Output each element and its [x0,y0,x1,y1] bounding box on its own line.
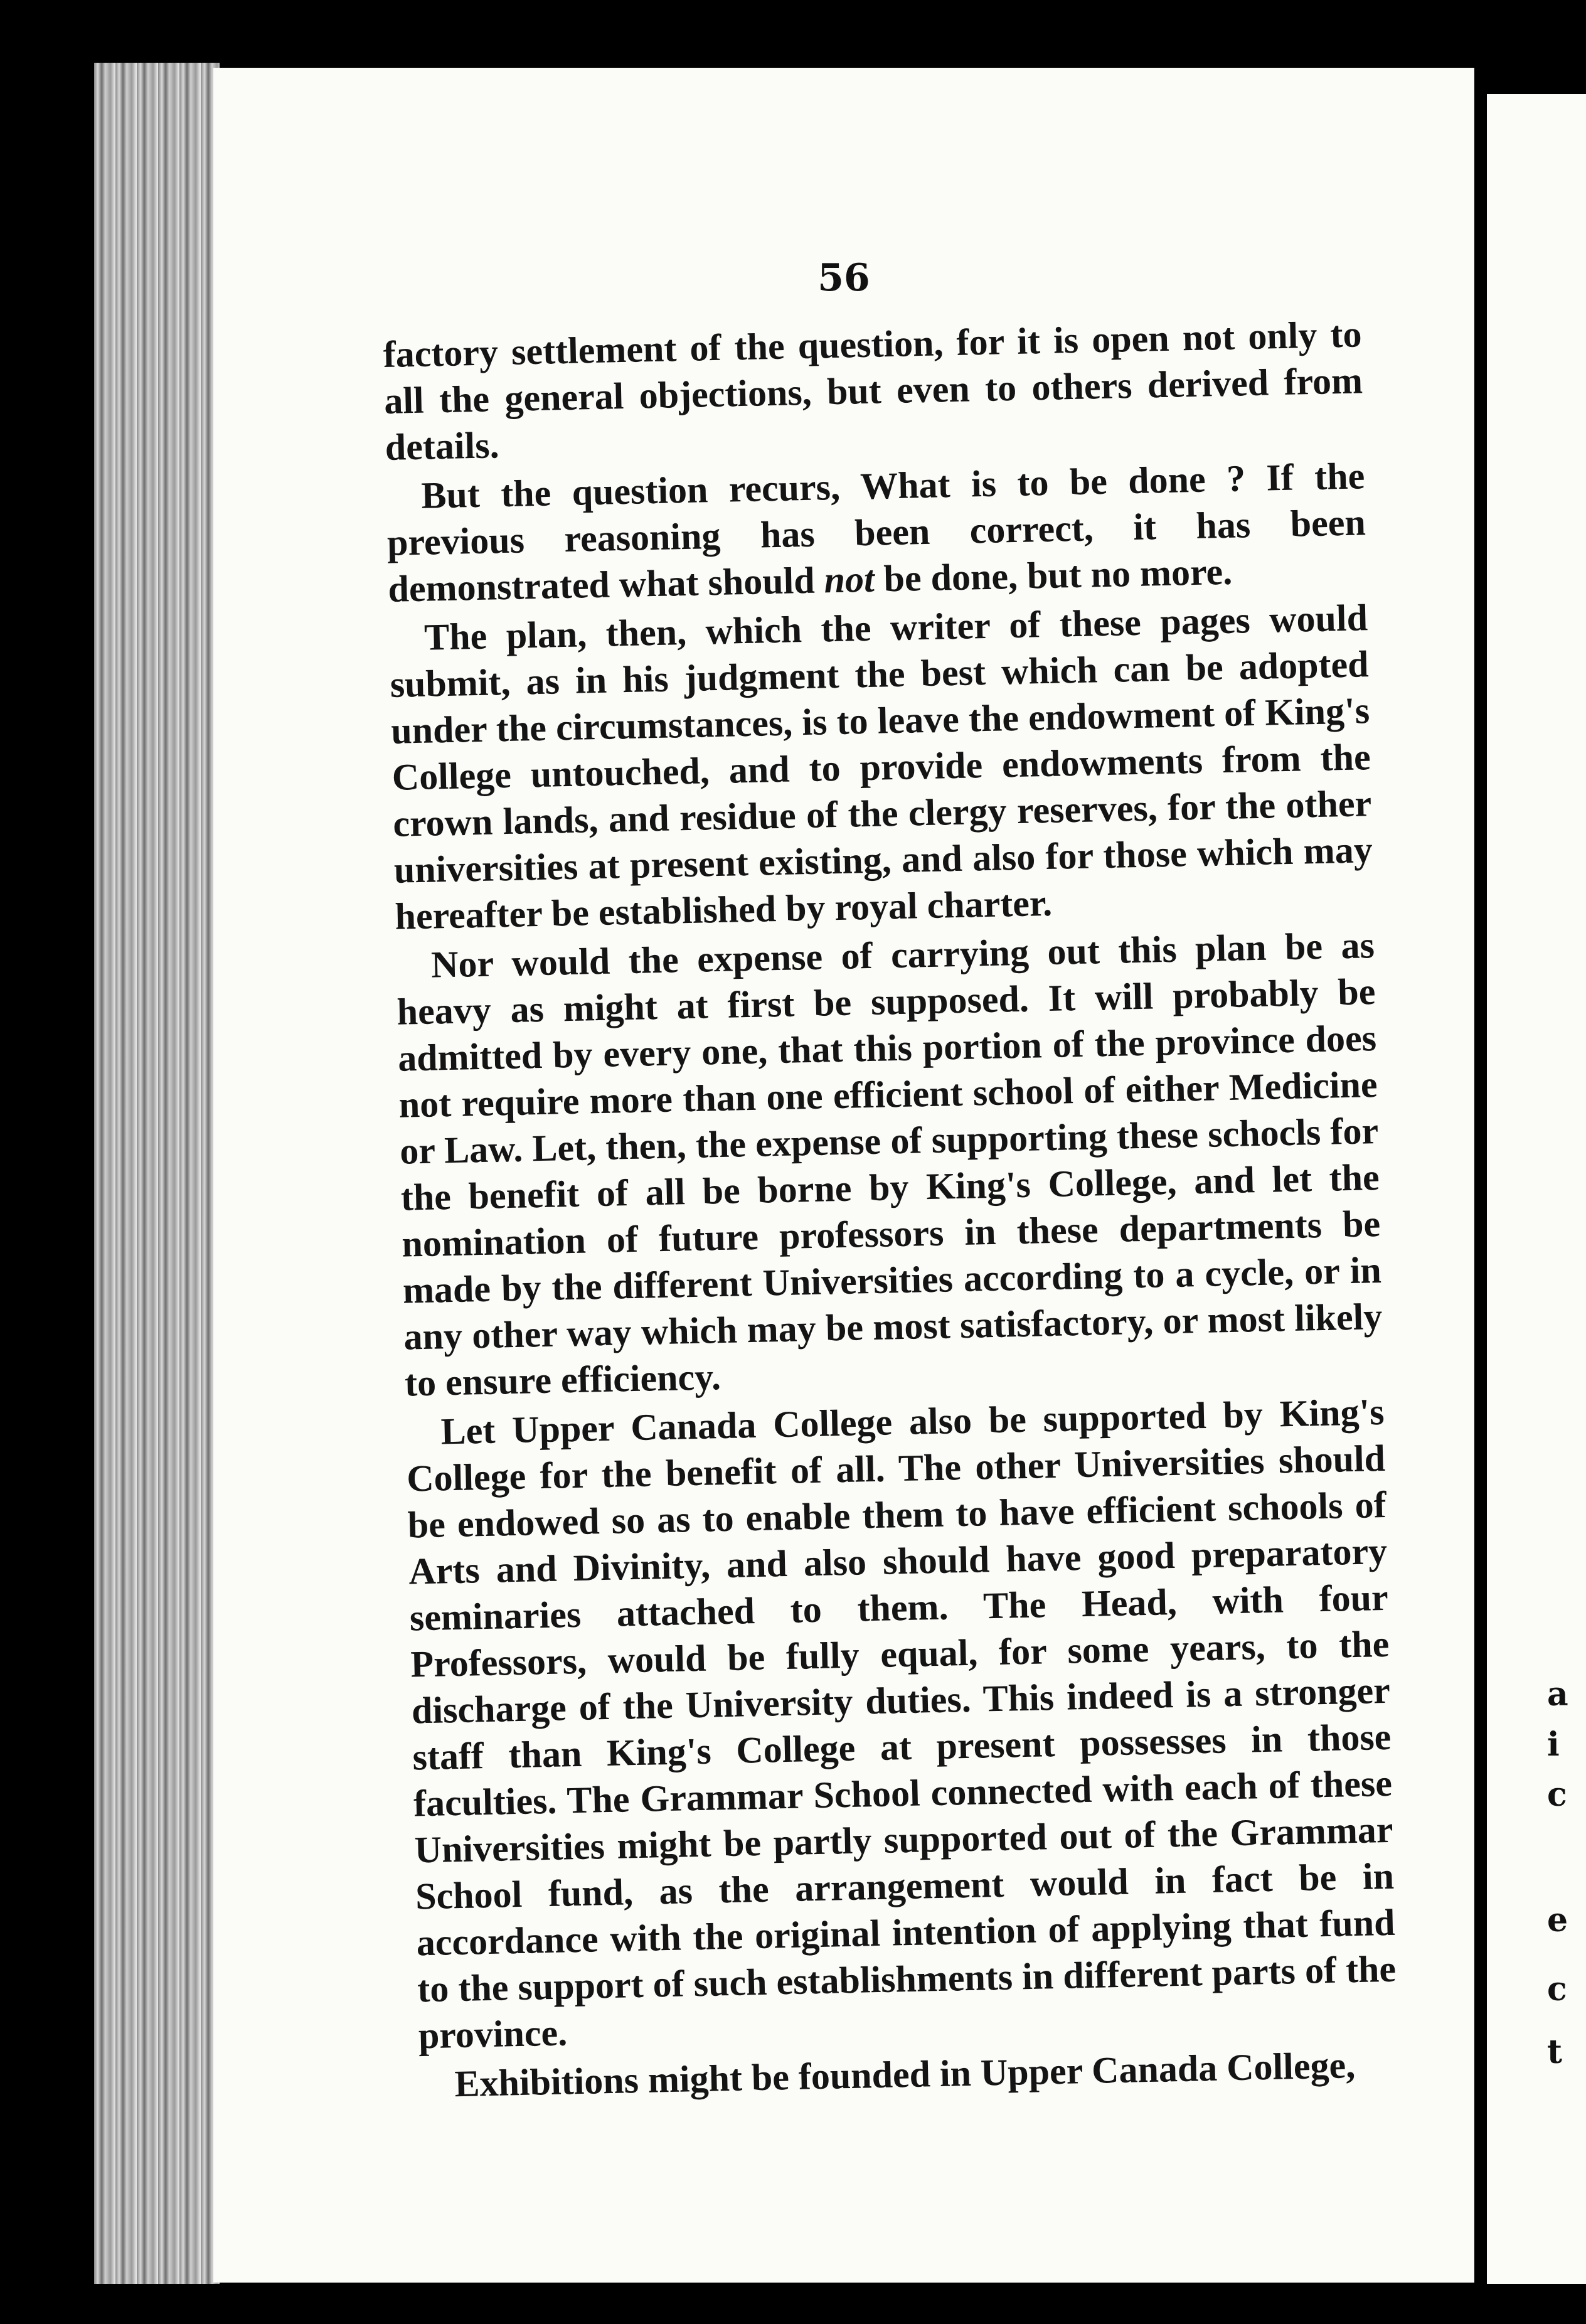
facing-page-fragment: t [1547,2033,1563,2071]
page-number: 56 [817,256,870,300]
paragraph-text: The plan, then, which the writer of these pages would submit, as in his judgment the best which can be adopted under the circumstances, is to leave the endowment of King's College untouched, and to provide endowments from the crown lands, and residue of the clergy reserves, for the other universities at present existing, and also for those which may hereafter be established by royal charter. [390,597,1373,937]
emphasis-not: not [823,558,875,601]
paragraph-text-before: But the question recurs, What is to be done ? If the previous reasoning has been correct, it has been demonstrated what should [386,455,1366,610]
book-page [213,68,1474,2283]
paragraph-4 [395,922,1383,1407]
facing-page-fragment: c [1547,1970,1567,2008]
paragraph-2 [386,452,1367,612]
paragraph-text: Nor would the expense of carrying out this plan be as heavy as might at first be supposed. It will probably be admitted by every one, that this portion of the province does not require more than one efficient school of either Medicine or Law. Let, then, the expense of supporting these schocls for the benefit of all be borne by King's College, and let the nomination of future professors in these departments be made by the different Universities according to a cycle, or in any other way which may be most satisfactory, or most likely to ensure efficiency. [396,924,1383,1404]
facing-page-fragment: a [1547,1675,1568,1714]
paragraph-text: Let Upper Canada College also be supported by King's College for the benefit of all. The other Universities should be endowed so as to enable them to have efficient schools of Arts and Divinity, and also should have good preparatory seminaries attached to them. The Head, with four Professors, would be fully equal, for some years, to the discharge of the University duties. This indeed is a stronger staff than King's College at present possesses in those faculties. The Grammar School connected with each of these Universities might be partly supported out of the Grammar School fund, as the arrangement would in fact be in accordance with the original intention of applying that fund to the support of such establishments in different parts of the province. [406,1390,1397,2057]
facing-page-fragment: i [1547,1725,1560,1764]
facing-page-fragment: e [1547,1901,1568,1939]
body-text [383,311,1398,2110]
facing-page-edge [1487,94,1586,2284]
paragraph-text: factory settlement of the question, for it is open not only to all the general objections, but even to others derived from details. [383,313,1363,468]
facing-page-fragment: c [1547,1776,1567,1814]
paragraph-text-after: be done, but no more. [873,550,1233,600]
paragraph-text: Exhibitions might be founded in Upper Canada College, [454,2044,1356,2105]
paragraph-5 [405,1389,1397,2059]
page-binding-edge [94,63,220,2284]
paragraph-3 [388,594,1374,940]
paragraph-1 [383,311,1364,471]
